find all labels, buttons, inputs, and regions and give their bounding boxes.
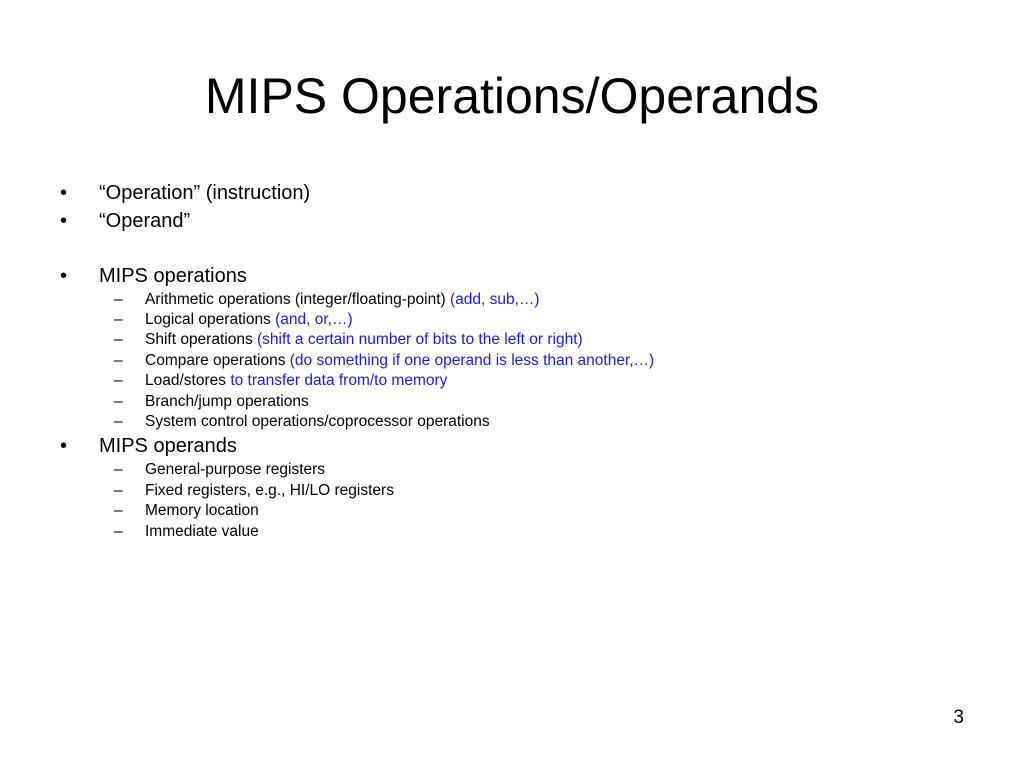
bullet-marker: •	[60, 210, 68, 232]
slide-title: MIPS Operations/Operands	[204, 68, 820, 124]
sub-bullet-text	[145, 330, 583, 349]
sub-bullet-marker: –	[114, 393, 123, 410]
sub-bullet-label: Logical operations	[145, 311, 276, 328]
sub-bullet-label: Shift operations	[145, 331, 258, 348]
bullet-operand-text: “Operand”	[99, 210, 191, 232]
bullet-mips-operands-text: MIPS operands	[99, 435, 237, 457]
bullet-marker: •	[60, 435, 68, 457]
sub-bullet-marker: –	[114, 461, 123, 478]
sub-bullet-marker: –	[114, 372, 123, 389]
sub-bullet-label: Arithmetic operations (integer/floating-point)	[145, 291, 450, 308]
sub-bullet-label: Compare operations	[145, 352, 290, 369]
sub-bullet-text	[145, 351, 654, 370]
sub-bullet-text	[145, 310, 353, 329]
sub-bullet-text: Branch/jump operations	[145, 393, 309, 410]
sub-bullet-marker: –	[114, 523, 123, 540]
sub-bullet-text: Fixed registers, e.g., HI/LO registers	[145, 482, 394, 499]
sub-bullet-text	[145, 290, 540, 309]
bullet-marker: •	[60, 265, 68, 287]
bullet-operation-text: “Operation” (instruction)	[99, 182, 311, 204]
sub-bullet-highlight: (and, or,…)	[275, 311, 353, 328]
sub-bullet-label: Load/stores	[145, 372, 231, 389]
sub-bullet-highlight: to transfer data from/to memory	[230, 372, 448, 389]
sub-bullet-marker: –	[114, 311, 123, 328]
bullet-marker: •	[60, 182, 68, 204]
sub-bullet-marker: –	[114, 331, 123, 348]
sub-bullet-marker: –	[114, 482, 123, 499]
sub-bullet-text: System control operations/coprocessor operations	[145, 413, 490, 430]
sub-bullet-highlight: (do something if one operand is less than another,…)	[289, 352, 655, 369]
sub-bullet-highlight: (add, sub,…)	[449, 291, 540, 308]
sub-bullet-marker: –	[114, 502, 123, 519]
sub-bullet-text	[145, 371, 447, 390]
sub-bullet-highlight: (shift a certain number of bits to the left or right)	[257, 331, 583, 348]
sub-bullet-text: General-purpose registers	[145, 461, 326, 478]
sub-bullet-text: Memory location	[145, 502, 259, 519]
page-number: 3	[953, 707, 964, 728]
bullet-mips-operations-text: MIPS operations	[99, 265, 247, 287]
sub-bullet-marker: –	[114, 413, 123, 430]
sub-bullet-text: Immediate value	[145, 523, 259, 540]
sub-bullet-marker: –	[114, 352, 123, 369]
sub-bullet-marker: –	[114, 291, 123, 308]
